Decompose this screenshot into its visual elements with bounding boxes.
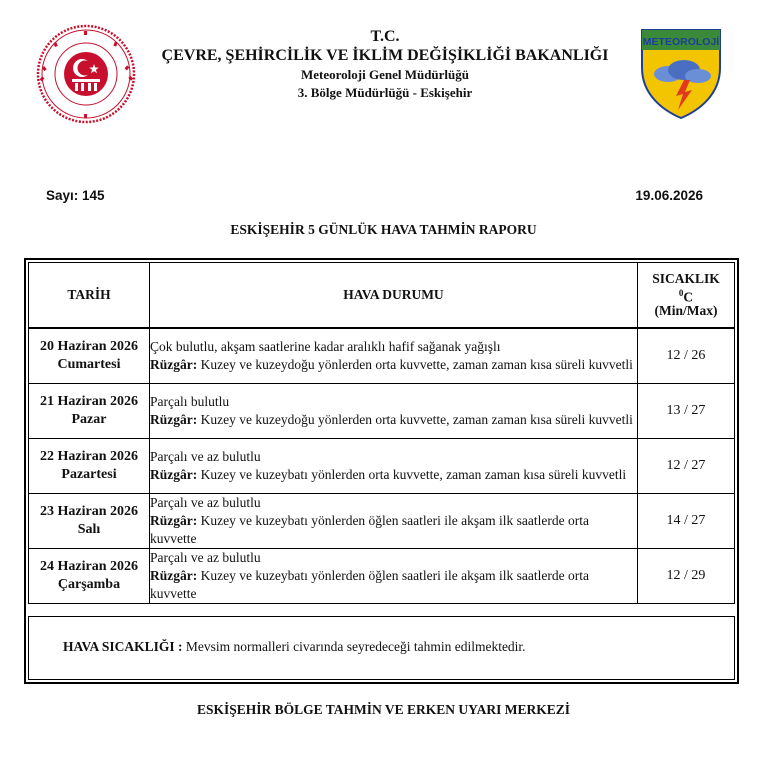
wind-text: Kuzey ve kuzeybatı yönlerden orta kuvvette, zaman zaman kısa süreli kuvvetli bbox=[200, 467, 627, 482]
row-temp: 12 / 27 bbox=[638, 439, 735, 494]
table-row bbox=[29, 328, 735, 384]
table-row bbox=[29, 384, 735, 439]
wind-label: Rüzgâr: bbox=[150, 412, 198, 427]
row-condition: Çok bulutlu, akşam saatlerine kadar aralıklı hafif sağanak yağışlı bbox=[150, 339, 501, 354]
row-condition: Parçalı bulutlu bbox=[150, 394, 230, 409]
table-row bbox=[29, 494, 735, 549]
header-temp-label: SICAKLIK bbox=[652, 270, 720, 286]
row-temp: 12 / 26 bbox=[638, 328, 735, 384]
row-day: Pazartesi bbox=[61, 467, 117, 482]
table-row bbox=[29, 439, 735, 494]
header-date: TARİH bbox=[29, 263, 150, 329]
row-day: Cumartesi bbox=[57, 357, 121, 372]
row-date: 21 Haziran 2026 bbox=[40, 394, 138, 409]
row-date-cell bbox=[29, 549, 150, 604]
row-condition-cell bbox=[150, 549, 638, 604]
row-date: 20 Haziran 2026 bbox=[40, 339, 138, 354]
degree-sign: 0 bbox=[678, 287, 684, 298]
temperature-summary bbox=[63, 639, 526, 655]
row-date: 23 Haziran 2026 bbox=[40, 504, 138, 519]
wind-text: Kuzey ve kuzeybatı yönlerden öğlen saatleri ile akşam ilk saatlerde orta kuvvette bbox=[150, 513, 589, 546]
document-header bbox=[0, 0, 767, 140]
row-temp: 14 / 27 bbox=[638, 494, 735, 549]
document-date: 19.06.2026 bbox=[635, 188, 703, 203]
table-row bbox=[29, 549, 735, 604]
row-condition-cell bbox=[150, 494, 638, 549]
temperature-summary-box bbox=[28, 616, 735, 680]
header-temp-minmax: (Min/Max) bbox=[654, 303, 718, 319]
row-condition-cell bbox=[150, 384, 638, 439]
wind-label: Rüzgâr: bbox=[150, 513, 198, 528]
row-condition-cell bbox=[150, 439, 638, 494]
footer-center-name: ESKİŞEHİR BÖLGE TAHMİN VE ERKEN UYARI MERKEZİ bbox=[196, 702, 571, 717]
row-date: 24 Haziran 2026 bbox=[40, 559, 138, 574]
row-day: Salı bbox=[77, 522, 101, 537]
logo-text: METEOROLOJİ bbox=[642, 36, 720, 48]
summary-text: Mevsim normalleri civarında seyredeceği tahmin edilmektedir. bbox=[185, 639, 526, 654]
document-number: Sayı: 145 bbox=[46, 188, 105, 203]
wind-label: Rüzgâr: bbox=[150, 568, 198, 583]
wind-label: Rüzgâr: bbox=[150, 357, 198, 372]
meteoroloji-shield-logo bbox=[640, 28, 722, 120]
row-condition: Parçalı ve az bulutlu bbox=[150, 449, 261, 464]
row-wind bbox=[150, 466, 637, 484]
row-date-cell bbox=[29, 494, 150, 549]
header-temp-unit-line bbox=[638, 286, 734, 305]
row-condition: Parçalı ve az bulutlu bbox=[150, 550, 261, 565]
row-wind bbox=[150, 356, 637, 374]
ministry-seal-logo bbox=[36, 24, 136, 124]
wind-text: Kuzey ve kuzeydoğu yönlerden orta kuvvette, zaman zaman kısa süreli kuvvetli bbox=[200, 357, 633, 372]
row-condition: Parçalı ve az bulutlu bbox=[150, 495, 261, 510]
header-line-tc: T.C. bbox=[370, 28, 400, 45]
row-date-cell bbox=[29, 384, 150, 439]
wind-label: Rüzgâr: bbox=[150, 467, 198, 482]
wind-text: Kuzey ve kuzeybatı yönlerden öğlen saatleri ile akşam ilk saatlerde orta kuvvette bbox=[150, 568, 589, 601]
header-temperature bbox=[638, 263, 735, 329]
table-header-row bbox=[29, 263, 735, 329]
row-wind bbox=[150, 512, 637, 548]
row-day: Pazar bbox=[71, 412, 107, 427]
header-line-ministry: ÇEVRE, ŞEHİRCİLİK VE İKLİM DEĞİŞİKLİĞİ BAKANLIĞI bbox=[161, 47, 609, 64]
row-temp: 13 / 27 bbox=[638, 384, 735, 439]
row-wind bbox=[150, 567, 637, 603]
row-date-cell bbox=[29, 439, 150, 494]
row-temp: 12 / 29 bbox=[638, 549, 735, 604]
wind-text: Kuzey ve kuzeydoğu yönlerden orta kuvvette, zaman zaman kısa süreli kuvvetli bbox=[200, 412, 633, 427]
header-line-regional: 3. Bölge Müdürlüğü - Eskişehir bbox=[297, 85, 473, 100]
row-date-cell bbox=[29, 328, 150, 384]
header-condition: HAVA DURUMU bbox=[150, 263, 638, 329]
header-text-block bbox=[150, 28, 620, 102]
header-temp-unit: C bbox=[683, 289, 694, 305]
row-wind bbox=[150, 411, 637, 429]
row-condition-cell bbox=[150, 328, 638, 384]
report-title: ESKİŞEHİR 5 GÜNLÜK HAVA TAHMİN RAPORU bbox=[230, 222, 537, 237]
header-line-directorate: Meteoroloji Genel Müdürlüğü bbox=[300, 67, 470, 82]
row-day: Çarşamba bbox=[57, 577, 121, 592]
summary-label: HAVA SICAKLIĞI : bbox=[63, 639, 183, 654]
forecast-table bbox=[28, 262, 735, 604]
row-date: 22 Haziran 2026 bbox=[40, 449, 138, 464]
